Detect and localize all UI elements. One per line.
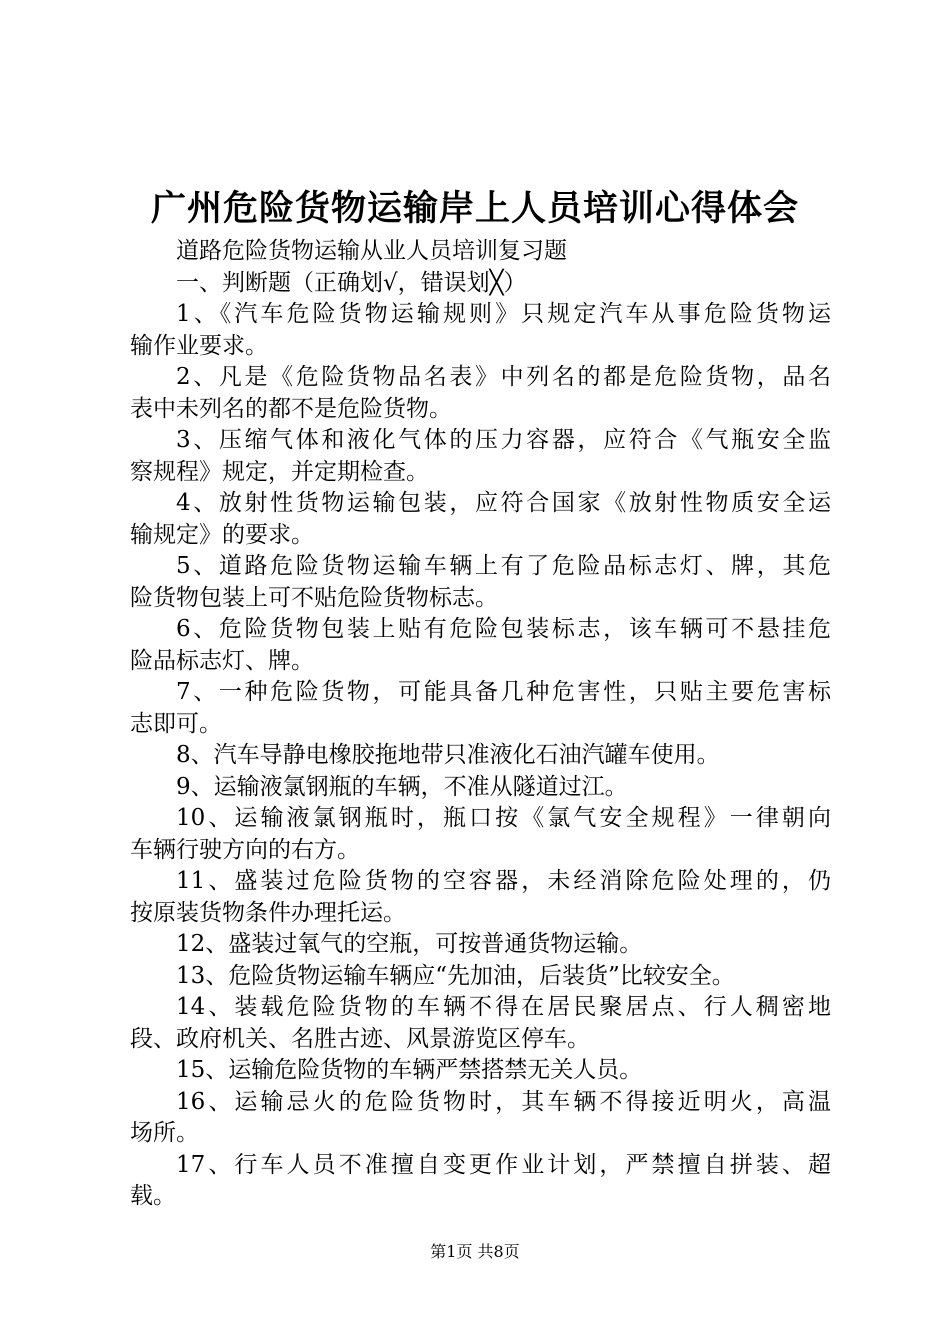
text-line: 11、盛装过危险货物的空容器，未经消除危险处理的，仍 xyxy=(176,868,831,894)
text-line: 12、盛装过氧气的空瓶，可按普通货物运输。 xyxy=(176,931,643,957)
text-line: 7、一种危险货物，可能具备几种危害性，只贴主要危害标 xyxy=(176,679,831,705)
text-line: 5、道路危险货物运输车辆上有了危险品标志灯、牌，其危 xyxy=(176,553,831,579)
text-line: 13、危险货物运输车辆应“先加油，后装货”比较安全。 xyxy=(176,962,735,989)
text-line: 16、运输忌火的危险货物时，其车辆不得接近明火，高温 xyxy=(176,1088,831,1115)
text-line: 6、危险货物包装上贴有危险包装标志，该车辆可不悬挂危 xyxy=(176,616,831,642)
text-line: 察规程》规定，并定期检查。 xyxy=(130,458,429,485)
text-line: 道路危险货物运输从业人员培训复习题 xyxy=(176,238,567,264)
text-line: 志即可。 xyxy=(130,710,222,737)
text-line: 输作业要求。 xyxy=(130,332,268,359)
text-line: 14、装载危险货物的车辆不得在居民聚居点、行人稠密地 xyxy=(176,994,831,1020)
text-line: 场所。 xyxy=(130,1120,199,1146)
text-line: 一、判断题（正确划√，错误划╳） xyxy=(176,269,527,296)
text-line: 2、凡是《危险货物品名表》中列名的都是危险货物，品名 xyxy=(176,364,831,390)
text-line: 险品标志灯、牌。 xyxy=(130,647,314,674)
document-body xyxy=(130,236,831,1213)
text-line: 载。 xyxy=(130,1183,176,1209)
text-line: 9、运输液氯钢瓶的车辆，不准从隧道过江。 xyxy=(176,773,628,800)
text-line: 车辆行驶方向的右方。 xyxy=(130,836,360,863)
text-line: 3、压缩气体和液化气体的压力容器，应符合《气瓶安全监 xyxy=(176,427,831,453)
text-line: 4、放射性货物运输包装，应符合国家《放射性物质安全运 xyxy=(176,490,831,516)
text-line: 8、汽车导静电橡胶拖地带只准液化石油汽罐车使用。 xyxy=(176,742,720,768)
page-footer: 第1页 共8页 xyxy=(430,1242,520,1261)
text-line: 15、运输危险货物的车辆严禁搭禁无关人员。 xyxy=(176,1057,643,1083)
text-line: 输规定》的要求。 xyxy=(130,521,314,548)
text-line: 段、政府机关、名胜古迹、风景游览区停车。 xyxy=(130,1025,590,1052)
text-line: 1、《汽车危险货物运输规则》只规定汽车从事危险货物运 xyxy=(176,301,831,327)
text-line: 10、运输液氯钢瓶时，瓶口按《氯气安全规程》一律朝向 xyxy=(176,805,831,831)
text-line: 按原装货物条件办理托运。 xyxy=(130,899,406,926)
text-line: 险货物包装上可不贴危险货物标志。 xyxy=(130,584,498,611)
text-line: 17、行车人员不准擅自变更作业计划，严禁擅自拼装、超 xyxy=(176,1151,831,1178)
document-title: 广州危险货物运输岸上人员培训心得体会 xyxy=(150,188,799,229)
text-line: 表中未列名的都不是危险货物。 xyxy=(130,395,452,422)
